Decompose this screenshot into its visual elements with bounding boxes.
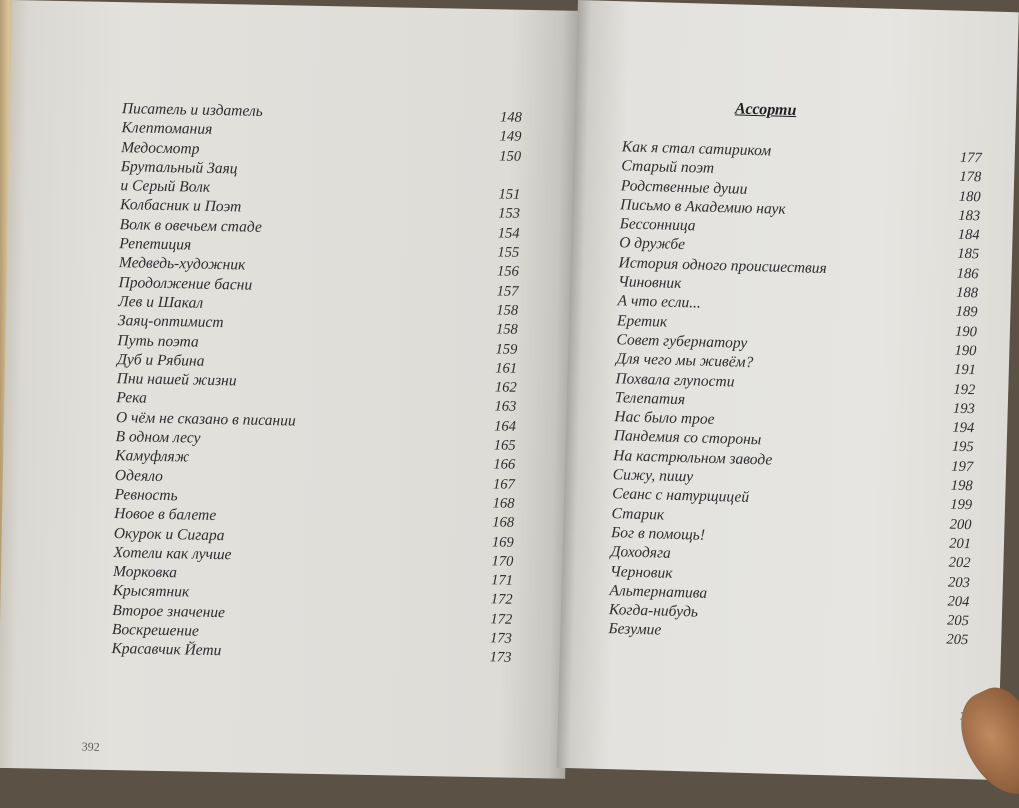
toc-entry-page: 205 <box>946 612 970 630</box>
toc-entry-title: Река <box>116 389 147 408</box>
toc-entry-title: Для чего мы живём? <box>615 350 754 372</box>
toc-entry-title: Клептомания <box>121 119 213 139</box>
toc-entry-title: Пандемия со стороны <box>613 427 762 449</box>
toc-entry-page: 149 <box>499 128 522 146</box>
toc-entry-page: 192 <box>953 381 976 398</box>
toc-entry-title: Старик <box>611 504 665 524</box>
right-page <box>557 0 1019 780</box>
toc-entry-page: 190 <box>954 342 977 360</box>
toc-entry-page: 150 <box>499 147 522 165</box>
toc-entry-title: Пни нашей жизни <box>116 370 237 390</box>
toc-entry-page: 195 <box>951 439 974 456</box>
toc-entry-title: Как я стал сатириком <box>621 138 772 160</box>
toc-entry-page: 197 <box>951 458 974 475</box>
toc-entry-title: Сижу, пишу <box>612 466 694 486</box>
toc-entry-page: 165 <box>493 437 516 454</box>
toc-entry-title: Когда-нибудь <box>608 601 699 621</box>
toc-entry-page: 189 <box>955 304 978 321</box>
toc-entry-page: 167 <box>492 475 515 493</box>
toc-entry-title: Бессонница <box>619 215 696 235</box>
toc-entry-page: 194 <box>952 419 975 437</box>
toc-entry-page: 198 <box>950 477 973 495</box>
toc-entry-title: Еретик <box>616 311 668 331</box>
toc-entry-title: Одеяло <box>114 466 164 485</box>
toc-entry-title: А что если... <box>617 292 702 312</box>
toc-entry-title: Родственные души <box>620 176 748 198</box>
toc-entry-page: 172 <box>490 591 513 609</box>
toc-entry-page: 164 <box>494 418 517 435</box>
toc-entry-title: Телепатия <box>614 389 686 409</box>
toc-entry-title: Совет губернатору <box>616 331 748 352</box>
toc-entry-title: Морковка <box>112 563 178 582</box>
toc-entry-page: 158 <box>496 302 519 319</box>
toc-entry-title: Нас было трое <box>614 408 715 429</box>
toc-entry-title: Репетиция <box>119 235 192 254</box>
toc-entry-title: Безумие <box>608 620 662 639</box>
toc-entry-page: 155 <box>497 244 520 261</box>
toc-entry-page: 201 <box>948 535 972 553</box>
toc-entry-page: 151 <box>498 186 521 203</box>
toc-entry-page: 157 <box>496 283 519 300</box>
toc-entry-title: История одного происшествия <box>618 254 827 277</box>
toc-entry-page: 154 <box>497 225 520 242</box>
toc-entry-page: 172 <box>490 611 513 628</box>
toc-entry-title: Доходяга <box>610 543 672 563</box>
toc-entry-title: Окурок и Сигара <box>113 524 225 544</box>
toc-entry-page: 204 <box>947 593 970 610</box>
toc-entry-title: Продолжение басни <box>118 273 253 294</box>
toc-entry-page: 199 <box>950 496 973 514</box>
toc-entry-title: Медведь-художник <box>118 254 246 274</box>
toc-entry-title: Воскрешение <box>111 621 199 640</box>
toc-entry-title: Похвала глупости <box>615 369 735 391</box>
toc-entry-title: Дуб и Рябина <box>116 350 205 370</box>
toc-entry-page: 168 <box>492 514 515 531</box>
toc-entry-page: 171 <box>491 572 514 589</box>
toc-entry-page: 162 <box>494 379 517 396</box>
toc-entry-page: 168 <box>492 495 515 512</box>
toc-entry-title: Медосмотр <box>121 138 200 158</box>
toc-entry-page: 163 <box>494 398 517 416</box>
toc-entry-title: О чём не сказано в писании <box>115 408 296 430</box>
toc-entry-title: Новое в балете <box>113 505 217 525</box>
toc-entry-page: 191 <box>953 361 977 379</box>
toc-entry-page: 183 <box>958 207 981 225</box>
toc-entry-title: Брутальный Заяц <box>120 158 238 178</box>
toc-entry-page: 153 <box>498 205 521 223</box>
toc-entry-page: 203 <box>947 574 971 591</box>
toc-entry-title: В одном лесу <box>115 428 201 447</box>
toc-entry-page: 173 <box>489 630 512 647</box>
toc-entry-page: 177 <box>959 149 982 167</box>
toc-entry-page: 169 <box>491 533 514 551</box>
toc-entry-page: 185 <box>957 246 980 263</box>
toc-entry-page: 205 <box>946 631 969 649</box>
toc-entry-page: 148 <box>499 109 522 126</box>
toc-entry-page: 193 <box>952 400 975 418</box>
section-title: Ассорти <box>734 100 797 120</box>
toc-entry-title: Красавчик Йети <box>111 640 222 660</box>
toc-entry-page: 200 <box>949 516 972 533</box>
toc-entry-page: 186 <box>956 265 979 283</box>
right-toc-list <box>608 138 982 650</box>
toc-entry-page: 170 <box>491 553 514 570</box>
toc-entry-page: 166 <box>493 456 516 474</box>
toc-entry-title: Чиновник <box>617 273 682 293</box>
toc-entry-title: Ревность <box>114 485 178 505</box>
toc-entry-title: Черновик <box>609 562 673 582</box>
toc-entry-title: Заяц-оптимист <box>117 312 224 332</box>
toc-entry-title: О дружбе <box>618 234 686 254</box>
toc-entry-page: 159 <box>495 340 518 358</box>
toc-entry-title: Бог в помощь! <box>610 524 706 544</box>
toc-entry-page: 184 <box>957 226 980 244</box>
toc-entry-title: Писатель и издатель <box>121 100 263 120</box>
toc-entry-title: и Серый Волк <box>120 177 211 197</box>
toc-entry-page: 190 <box>954 323 978 340</box>
toc-entry-page: 161 <box>495 360 518 377</box>
toc-entry-title: Альтернатива <box>609 581 708 602</box>
toc-entry-page: 173 <box>489 649 512 667</box>
left-page-number: 392 <box>81 739 100 754</box>
toc-entry-title: Письмо в Академию наук <box>620 196 786 218</box>
left-toc-list <box>111 100 522 667</box>
toc-entry-title: Второе значение <box>112 601 226 621</box>
toc-entry-page: 202 <box>948 554 971 572</box>
toc-entry-page: 156 <box>496 263 520 281</box>
toc-entry-title: Волк в овечьем стаде <box>119 215 262 236</box>
toc-entry-title: На кастрюльном заводе <box>613 446 773 469</box>
toc-entry-page: 178 <box>959 169 982 186</box>
toc-entry-title: Камуфляж <box>115 447 190 466</box>
toc-entry-title: Крысятник <box>112 582 190 601</box>
toc-entry-page: 180 <box>958 188 981 205</box>
toc-entry-page: 188 <box>955 284 979 302</box>
toc-entry-title: Лев и Шакал <box>118 293 204 312</box>
toc-entry-page: 158 <box>495 321 518 339</box>
toc-entry-title: Колбасник и Поэт <box>119 196 242 216</box>
toc-entry-title: Старый поэт <box>621 157 715 178</box>
toc-entry-title: Путь поэта <box>117 331 199 351</box>
toc-entry-title: Сеанс с натурщицей <box>611 485 750 507</box>
toc-entry-title: Хотели как лучше <box>113 543 232 564</box>
